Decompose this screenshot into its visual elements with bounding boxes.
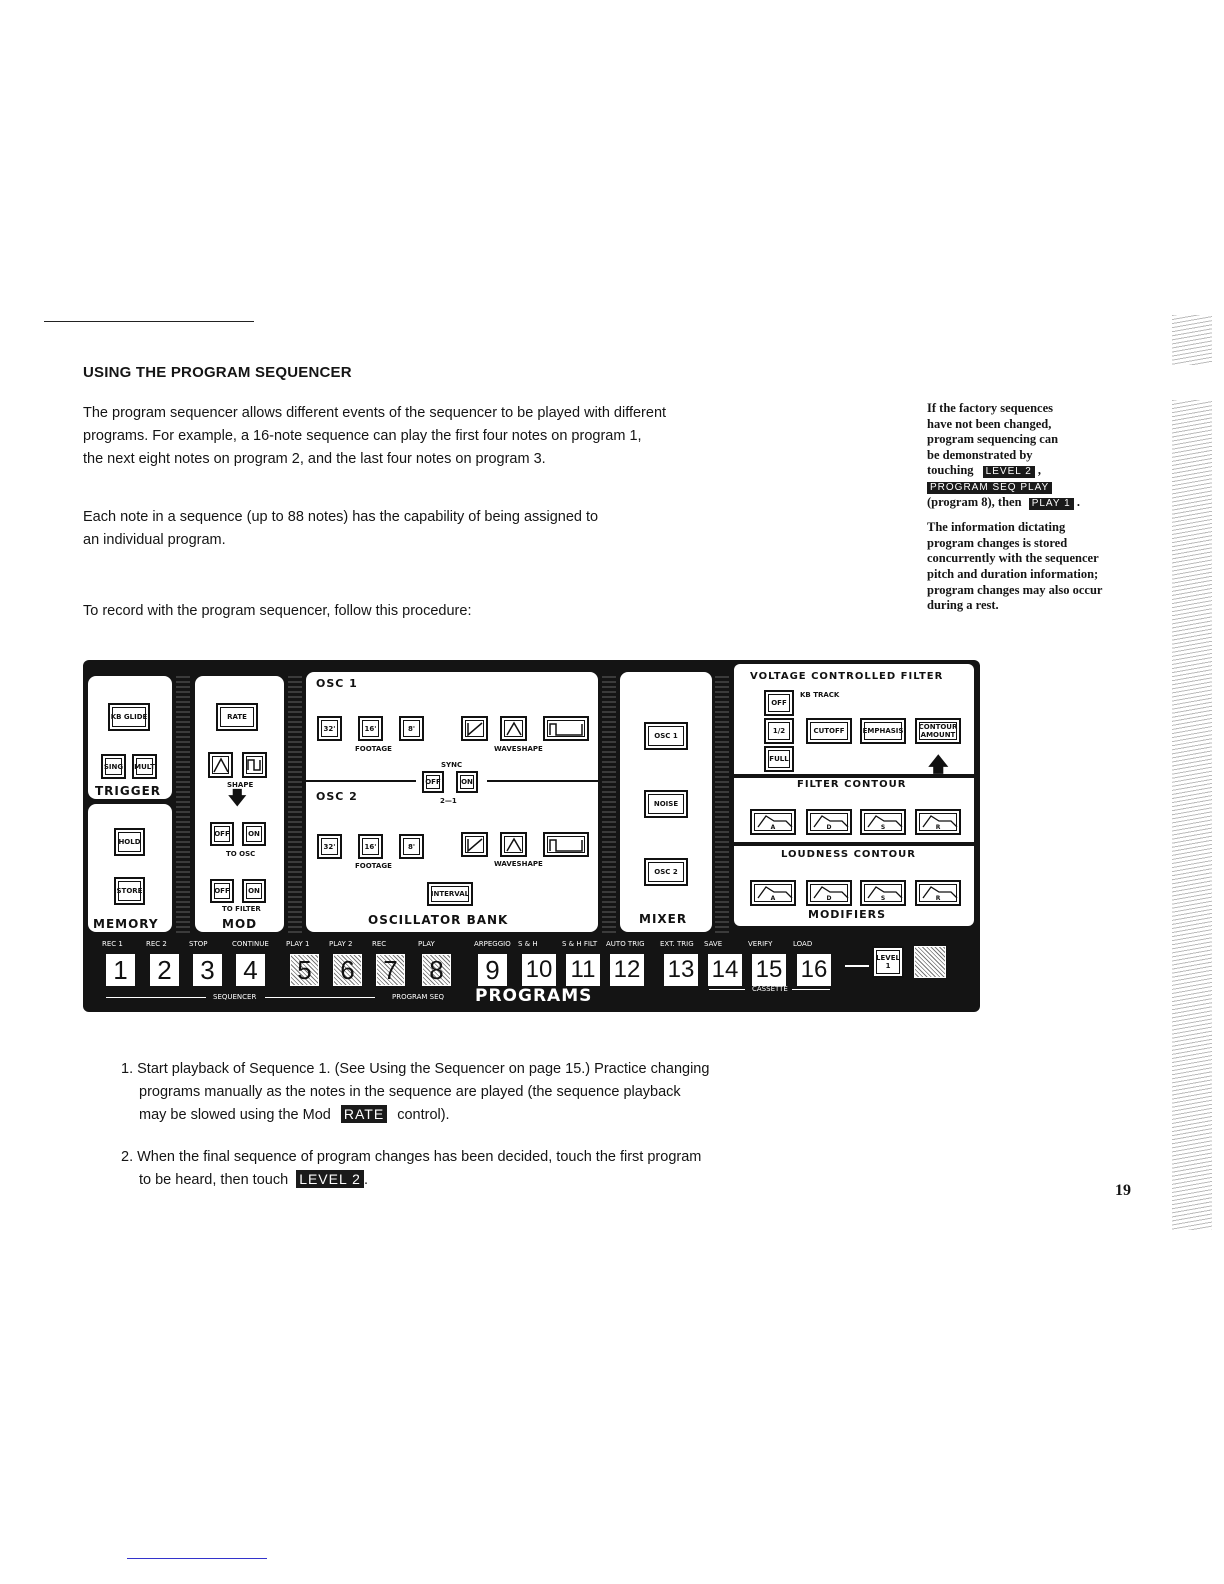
bottom-rule [127, 1558, 267, 1559]
function-label: SAVE [704, 940, 723, 948]
function-label: PLAY 2 [329, 940, 353, 948]
cutoff-button[interactable]: CUTOFF [806, 718, 852, 744]
sidebar-line-2: have not been changed, [927, 416, 1052, 431]
step-1-mod-text: may be slowed using the Mod [139, 1107, 331, 1123]
sidebar-note2-line-3: concurrently with the sequencer [927, 551, 1099, 566]
sidebar-line-1: If the factory sequences [927, 401, 1054, 415]
filter-contour-r-button[interactable] [915, 809, 961, 835]
sidebar-line-4: be demonstrated by [927, 447, 1033, 462]
program-button-12[interactable]: 12 [610, 954, 644, 986]
procedure-intro: To record with the program sequencer, follow this procedure: [83, 603, 472, 619]
step-1-line-3 [121, 1104, 781, 1127]
pulse-wave-icon [548, 837, 584, 853]
programs-title: PROGRAMS [475, 986, 593, 1006]
panel-grain-1 [176, 676, 190, 936]
pulse-wave-icon [548, 721, 584, 737]
sync-label: SYNC [441, 761, 463, 769]
osc2-triangle-button[interactable] [500, 832, 527, 857]
memory-title: MEMORY [93, 917, 159, 931]
function-label: S & H [518, 940, 538, 948]
osc1-pulse-button[interactable] [543, 716, 589, 741]
function-label: EXT. TRIG [660, 940, 694, 948]
osc1-32-button[interactable]: 32' [317, 716, 342, 741]
kb-track-half-button[interactable]: 1/2 [764, 718, 794, 744]
sidebar-note2-line-5: program changes may also occur [927, 582, 1103, 597]
sidebar-program-8: (program 8), then [927, 494, 1022, 509]
square-shape-button[interactable] [242, 752, 267, 778]
loudness-contour-d-button[interactable] [806, 880, 852, 906]
vcf-title: VOLTAGE CONTROLLED FILTER [750, 671, 944, 682]
loudness-contour-a-button[interactable] [750, 880, 796, 906]
top-rule [44, 321, 254, 322]
kb-track-full-button[interactable]: FULL [764, 746, 794, 772]
sidebar-line-6 [927, 479, 1157, 495]
step-2-heard: to be heard, then touch [139, 1172, 289, 1188]
level-number: 1 [885, 962, 891, 970]
to-filter-label: TO FILTER [222, 905, 261, 913]
program-button-7[interactable]: 7 [376, 954, 405, 986]
kb-track-label: KB TRACK [800, 691, 840, 699]
function-label: REC 2 [146, 940, 167, 948]
sidebar-note2-line-2: program changes is stored [927, 535, 1068, 550]
adsr-letter: S [880, 824, 886, 831]
square-wave-icon [247, 757, 263, 773]
osc1-footage-label: FOOTAGE [355, 745, 392, 753]
panel-grain-3 [602, 676, 616, 936]
step-1 [121, 1058, 781, 1127]
capability-line-2: an individual program. [83, 532, 226, 548]
triangle-wave-icon [213, 757, 229, 773]
sidebar-note2-line-6: during a rest. [927, 598, 999, 613]
kb-track-off-button[interactable]: OFF [764, 690, 794, 716]
osc1-saw-button[interactable] [461, 716, 488, 741]
step-1-line-1: 1. Start playback of Sequence 1. (See Using the Sequencer on page 15.) Practice changing [121, 1061, 710, 1077]
program-button-8[interactable]: 8 [422, 954, 451, 986]
sidebar-line-7: (program 8), then PLAY 1 . [927, 494, 1080, 509]
sync-ratio-label: 2—1 [440, 797, 457, 805]
scan-edge [1172, 400, 1212, 1230]
function-label: PLAY 1 [286, 940, 310, 948]
function-label: LOAD [793, 940, 813, 948]
filter-contour-s-button[interactable] [860, 809, 906, 835]
to-osc-label: TO OSC [226, 850, 256, 858]
osc-divider-right [487, 780, 598, 782]
rate-button[interactable]: RATE [216, 703, 258, 731]
emphasis-button[interactable]: EMPHASIS [860, 718, 906, 744]
mod-filter-on-button[interactable]: ON [242, 879, 266, 903]
osc2-saw-button[interactable] [461, 832, 488, 857]
triangle-shape-button[interactable] [208, 752, 233, 778]
section-heading: USING THE PROGRAM SEQUENCER [83, 364, 352, 381]
program-button-11[interactable]: 11 [566, 954, 600, 986]
level-arrow-line [845, 965, 869, 967]
page-number: 19 [1115, 1182, 1131, 1199]
step-2-line-1: 2. When the final sequence of program changes has been decided, touch the first program [121, 1149, 702, 1165]
program-button-9[interactable]: 9 [478, 954, 507, 986]
intro-line-3: the next eight notes on program 2, and the last four notes on program 3. [83, 451, 546, 467]
program-button-3[interactable]: 3 [193, 954, 222, 986]
step-1-control: control). [397, 1107, 450, 1123]
modifiers-title: MODIFIERS [808, 908, 887, 921]
sidebar-note [927, 401, 1157, 614]
capability-line-1: Each note in a sequence (up to 88 notes) has the capability of being assigned to [83, 509, 599, 525]
sidebar-note2-line-4: pitch and duration information; [927, 566, 1099, 581]
function-label: AUTO TRIG [606, 940, 645, 948]
osc1-triangle-button[interactable] [500, 716, 527, 741]
panel-grain-2 [288, 676, 302, 936]
sidebar-touching: touching [927, 463, 974, 478]
sawtooth-icon [466, 837, 484, 853]
rate-key: RATE [341, 1105, 387, 1123]
sequencer-bracket-right [265, 997, 375, 998]
oscillator-bank-title: OSCILLATOR BANK [368, 913, 509, 927]
program-button-10[interactable]: 10 [522, 954, 556, 986]
step-2 [121, 1146, 781, 1192]
osc2-pulse-button[interactable] [543, 832, 589, 857]
osc2-waveshape-label: WAVESHAPE [494, 860, 543, 868]
mixer-noise-button[interactable]: NOISE [644, 790, 688, 818]
step-1-line-2: programs manually as the notes in the sequence are played (the sequence playback [139, 1084, 681, 1100]
memory-section [88, 804, 172, 932]
function-label: CONTINUE [232, 940, 269, 948]
contour-amount-button[interactable]: CONTOUR AMOUNT [915, 718, 961, 744]
interval-button[interactable]: INTERVAL [427, 882, 473, 906]
mixer-osc1-button[interactable]: OSC 1 [644, 722, 688, 750]
filter-contour-d-button[interactable] [806, 809, 852, 835]
key-level-2: LEVEL 2 [983, 466, 1035, 478]
program-button-15[interactable]: 15 [752, 954, 786, 986]
triangle-wave-icon [505, 837, 523, 853]
adsr-letter: R [935, 895, 941, 902]
mod-filter-off-button[interactable]: OFF [210, 879, 234, 903]
capability-paragraph [83, 506, 783, 552]
adsr-letter: A [770, 824, 776, 831]
intro-line-1: The program sequencer allows different events of the sequencer to be played with different [83, 405, 667, 421]
osc1-title: OSC 1 [316, 677, 358, 690]
level-1-button[interactable] [872, 946, 904, 978]
triangle-wave-icon [505, 721, 523, 737]
program-button-5[interactable]: 5 [290, 954, 319, 986]
kb-glide-button[interactable]: KB GLIDE [108, 703, 150, 731]
hold-button[interactable]: HOLD [114, 828, 145, 856]
function-label: PLAY [418, 940, 435, 948]
osc1-8-button[interactable]: 8' [399, 716, 424, 741]
program-button-14[interactable]: 14 [708, 954, 742, 986]
sequencer-bracket-left [106, 997, 206, 998]
osc2-32-button[interactable]: 32' [317, 834, 342, 859]
osc2-8-button[interactable]: 8' [399, 834, 424, 859]
filter-contour-title: FILTER CONTOUR [797, 779, 907, 790]
mod-osc-off-button[interactable]: OFF [210, 822, 234, 846]
mult-button[interactable]: MULT [132, 754, 157, 779]
sawtooth-icon [466, 721, 484, 737]
program-button-4[interactable]: 4 [236, 954, 265, 986]
cassette-label: CASSETTE [752, 985, 788, 993]
mixer-title: MIXER [639, 912, 688, 926]
function-label: STOP [189, 940, 208, 948]
osc1-waveshape-label: WAVESHAPE [494, 745, 543, 753]
osc2-footage-label: FOOTAGE [355, 862, 392, 870]
filter-contour-a-button[interactable] [750, 809, 796, 835]
key-program-seq-play: PROGRAM SEQ PLAY [927, 482, 1052, 494]
osc1-16-button[interactable]: 16' [358, 716, 383, 741]
intro-line-2: programs. For example, a 16-note sequence can play the first four notes on program 1, [83, 428, 642, 444]
loudness-contour-s-button[interactable] [860, 880, 906, 906]
store-button[interactable]: STORE [114, 877, 145, 905]
osc2-16-button[interactable]: 16' [358, 834, 383, 859]
program-seq-label: PROGRAM SEQ [392, 993, 445, 1001]
function-label: REC [372, 940, 387, 948]
function-label: S & H FILT [562, 940, 598, 948]
sidebar-note2-line-1: The information dictating [927, 520, 1066, 535]
shape-label: SHAPE [227, 781, 254, 789]
function-label: ARPEGGIO [474, 940, 511, 948]
program-button-6[interactable]: 6 [333, 954, 362, 986]
sync-on-button[interactable]: ON [456, 771, 478, 793]
adsr-letter: D [826, 824, 832, 831]
loudness-contour-r-button[interactable] [915, 880, 961, 906]
cassette-bracket-left [709, 989, 745, 990]
key-play-1: PLAY 1 [1029, 498, 1074, 510]
function-label: VERIFY [748, 940, 773, 948]
up-arrow-icon: 🡅 [928, 752, 949, 776]
sing-button[interactable]: SING [101, 754, 126, 779]
trigger-title: TRIGGER [95, 784, 162, 798]
sync-off-button[interactable]: OFF [422, 771, 444, 793]
step-2-period: . [363, 1172, 368, 1188]
step-2-line-2 [121, 1169, 781, 1192]
scan-edge-top [1172, 315, 1212, 365]
osc-divider-left [306, 780, 416, 782]
level-2-button[interactable] [914, 946, 946, 978]
cassette-bracket-right [792, 989, 830, 990]
program-button-16[interactable]: 16 [797, 954, 831, 986]
adsr-letter: S [880, 895, 886, 902]
sequencer-bracket-label: SEQUENCER [213, 993, 257, 1001]
level-2-key: LEVEL 2 [296, 1170, 364, 1188]
sidebar-line-3: program sequencing can [927, 432, 1059, 447]
panel-grain-4 [715, 676, 729, 936]
sidebar-line-5: touching LEVEL 2 , [927, 463, 1042, 478]
function-label: REC 1 [102, 940, 123, 948]
program-button-13[interactable]: 13 [664, 954, 698, 986]
mod-title: MOD [222, 917, 258, 931]
program-button-2[interactable]: 2 [150, 954, 179, 986]
trigger-section [88, 676, 172, 799]
program-button-1[interactable]: 1 [106, 954, 135, 986]
intro-paragraph [83, 402, 803, 471]
adsr-letter: D [826, 895, 832, 902]
level-label: LEVEL [876, 954, 900, 962]
shape-arrow-icon: 🡇 [228, 788, 247, 809]
adsr-letter: R [935, 824, 941, 831]
adsr-letter: A [770, 895, 776, 902]
loudness-contour-title: LOUDNESS CONTOUR [781, 849, 916, 860]
osc2-title: OSC 2 [316, 790, 358, 803]
mod-osc-on-button[interactable]: ON [242, 822, 266, 846]
mixer-osc2-button[interactable]: OSC 2 [644, 858, 688, 886]
